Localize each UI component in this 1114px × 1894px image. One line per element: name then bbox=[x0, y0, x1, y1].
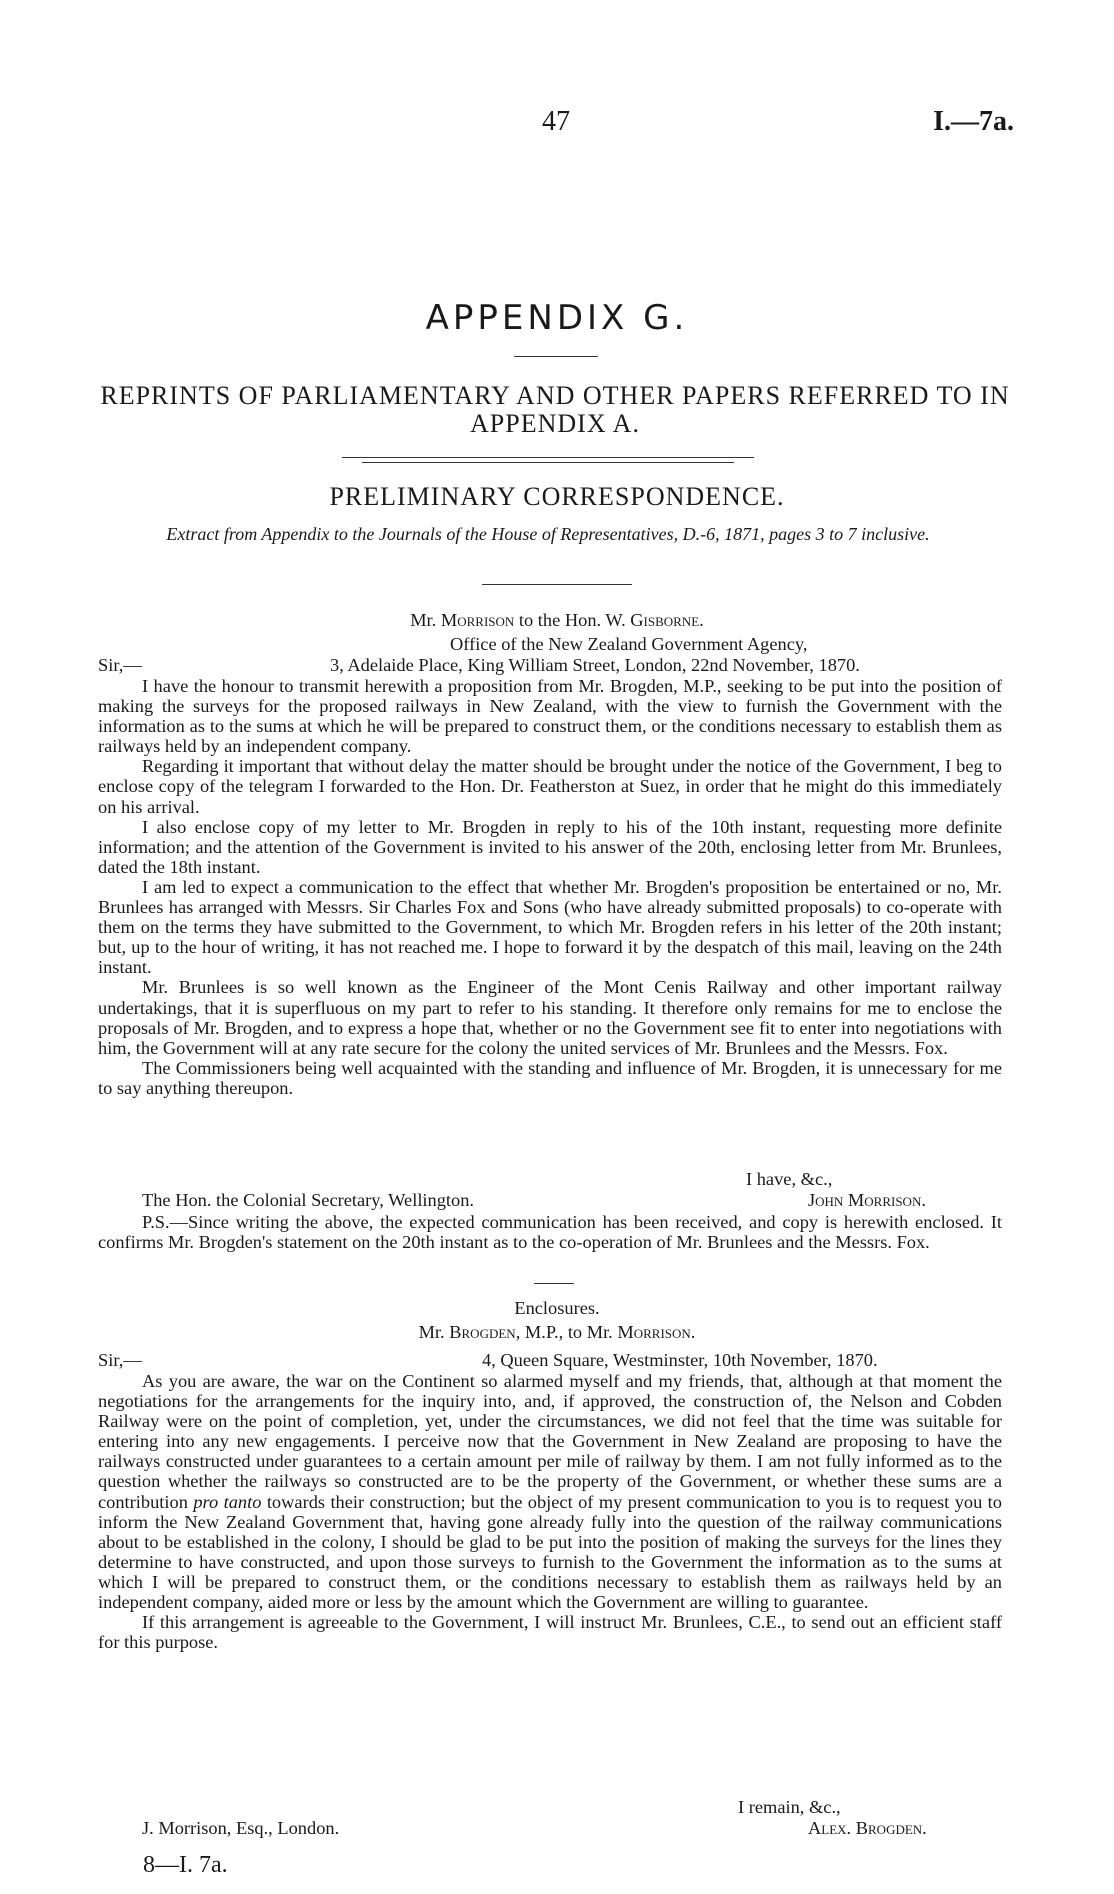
letter-address-date: 3, Adelaide Place, King William Street, London, 22nd November, 1870. bbox=[330, 655, 860, 675]
signature: John Morrison. bbox=[808, 1190, 926, 1210]
paragraph: Mr. Brunlees is so well known as the Engineer of the Mont Cenis Railway and other important railway undertakings, that it is superfluous on my part to refer to his standing. It therefore only remains for me to enclose the proposals of Mr. Brogden, and to express a hope that, whether or no the Government see fit to enter into negotiations with him, the Government will at any rate secure for the colony the united services of Mr. Brunlees and the Messrs. Fox. bbox=[98, 977, 1002, 1058]
divider-rule bbox=[482, 584, 632, 585]
divider-rule-double-top bbox=[342, 457, 754, 458]
letter-body bbox=[98, 1371, 1002, 1652]
signature: Alex. Brogden. bbox=[808, 1818, 927, 1838]
divider-rule bbox=[514, 356, 598, 357]
page-number: 47 bbox=[542, 106, 570, 137]
paragraph: I also enclose copy of my letter to Mr. Brogden in reply to his of the 10th instant, requesting more definite information; and the attention of the Government is invited to his answer of the 20th, enclosing letter from Mr. Brunlees, dated the 18th instant. bbox=[98, 816, 1002, 877]
recipient-name: Morrison bbox=[617, 1322, 691, 1342]
sender-name: Brogden bbox=[449, 1322, 516, 1342]
recipient-name: Gisborne bbox=[630, 610, 700, 630]
paragraph: The Commissioners being well acquainted with the standing and influence of Mr. Brogden, it is unnecessary for me to say anything thereupon. bbox=[98, 1057, 1002, 1098]
extract-note: Extract from Appendix to the Journals of the House of Representatives, D.-6, 1871, pages 3 to 7 inclusive. bbox=[166, 524, 930, 544]
letter-address: Office of the New Zealand Government Agency, bbox=[450, 634, 808, 654]
salutation: Sir,— bbox=[98, 655, 142, 675]
letter-heading: Mr. Morrison to the Hon. W. Gisborne. bbox=[410, 610, 704, 630]
closing: I have, &c., bbox=[746, 1169, 833, 1189]
footer-reference: 8—I. 7a. bbox=[143, 1852, 228, 1878]
salutation: Sir,— bbox=[98, 1350, 142, 1370]
letter-address-date: 4, Queen Square, Westminster, 10th November, 1870. bbox=[482, 1350, 878, 1370]
paragraph: As you are aware, the war on the Continent so alarmed myself and my friends, that, although at that moment the negotiations for the arrangements for the inquiry into, and, if approved, the construction of, the Nelson and Cobden Railway were on the point of completion, yet, under the circumstances, we did not feel that the time was suitable for entering into any new engagements. I perceive now that the Government in New Zealand are proposing to have the railways constructed under guarantees to a certain amount per mile of railway by them. I am not fully informed as to the question whether the railways so constructed are to be the property of the Government, or whether these sums are a contribution pro tanto towards their construction; but the object of my present communication to you is to request you to inform the New Zealand Government that, having gone already fully into the question of the railway communications about to be established in the colony, I should be glad to be put into the position of making the surveys for the lines they determine to have constructed, and upon those surveys to furnish to the Government the information as to the sums at which I will be prepared to construct them, or the conditions necessary to establish them as railways held by an independent company, aided more or less by the amount which the Government are willing to guarantee. bbox=[98, 1371, 1002, 1613]
postscript: P.S.—Since writing the above, the expected communication has been received, and copy is herewith enclosed. It confirms Mr. Brogden's statement on the 20th instant as to the co-operation of Mr. Brunlees and the Messrs. Fox. bbox=[98, 1212, 1002, 1253]
sender-name: Morrison bbox=[440, 610, 515, 630]
addressee: J. Morrison, Esq., London. bbox=[142, 1818, 340, 1838]
paragraph: I have the honour to transmit herewith a proposition from Mr. Brogden, M.P., seeking to be put into the position of making the surveys for the proposed railways in New Zealand, with the view to furnish the Government with the information as to the sums at which he will be prepared to construct them, or the conditions necessary to establish them as railways held by an independent company. bbox=[98, 676, 1002, 757]
letter-body bbox=[98, 676, 1002, 1098]
subsection-title: PRELIMINARY CORRESPONDENCE. bbox=[329, 482, 785, 511]
paragraph: Regarding it important that without delay the matter should be brought under the notice of the Government, I beg to enclose copy of the telegram I forwarded to the Hon. Dr. Featherston at Suez, in order that he might do this immediately on his arrival. bbox=[98, 756, 1002, 817]
divider-rule bbox=[534, 1283, 574, 1284]
paragraph: I am led to expect a communication to the effect that whether Mr. Brogden's proposition be entertained or no, Mr. Brunlees has arranged with Messrs. Sir Charles Fox and Sons (who have already submitted proposals) to co-operate with them on the terms they have submitted to the Government, to which Mr. Brogden refers in his letter of the 20th instant; but, up to the hour of writing, it has not reached me. I hope to forward it by the despatch of this mail, leaving on the 24th instant. bbox=[98, 876, 1002, 978]
closing: I remain, &c., bbox=[738, 1797, 841, 1817]
letter-heading: Mr. Brogden, M.P., to Mr. Morrison. bbox=[418, 1322, 696, 1342]
enclosures-label: Enclosures. bbox=[514, 1298, 600, 1318]
document-reference: I.—7a. bbox=[933, 106, 1014, 137]
addressee: The Hon. the Colonial Secretary, Wellington. bbox=[142, 1190, 475, 1210]
appendix-title: APPENDIX G. bbox=[425, 298, 689, 338]
section-title: REPRINTS OF PARLIAMENTARY AND OTHER PAPERS REFERRED TO IN APPENDIX A. bbox=[100, 381, 1010, 438]
divider-rule-double-bottom bbox=[362, 462, 734, 463]
paragraph: If this arrangement is agreeable to the Government, I will instruct Mr. Brunlees, C.E., to send out an efficient staff for this purpose. bbox=[98, 1612, 1002, 1653]
